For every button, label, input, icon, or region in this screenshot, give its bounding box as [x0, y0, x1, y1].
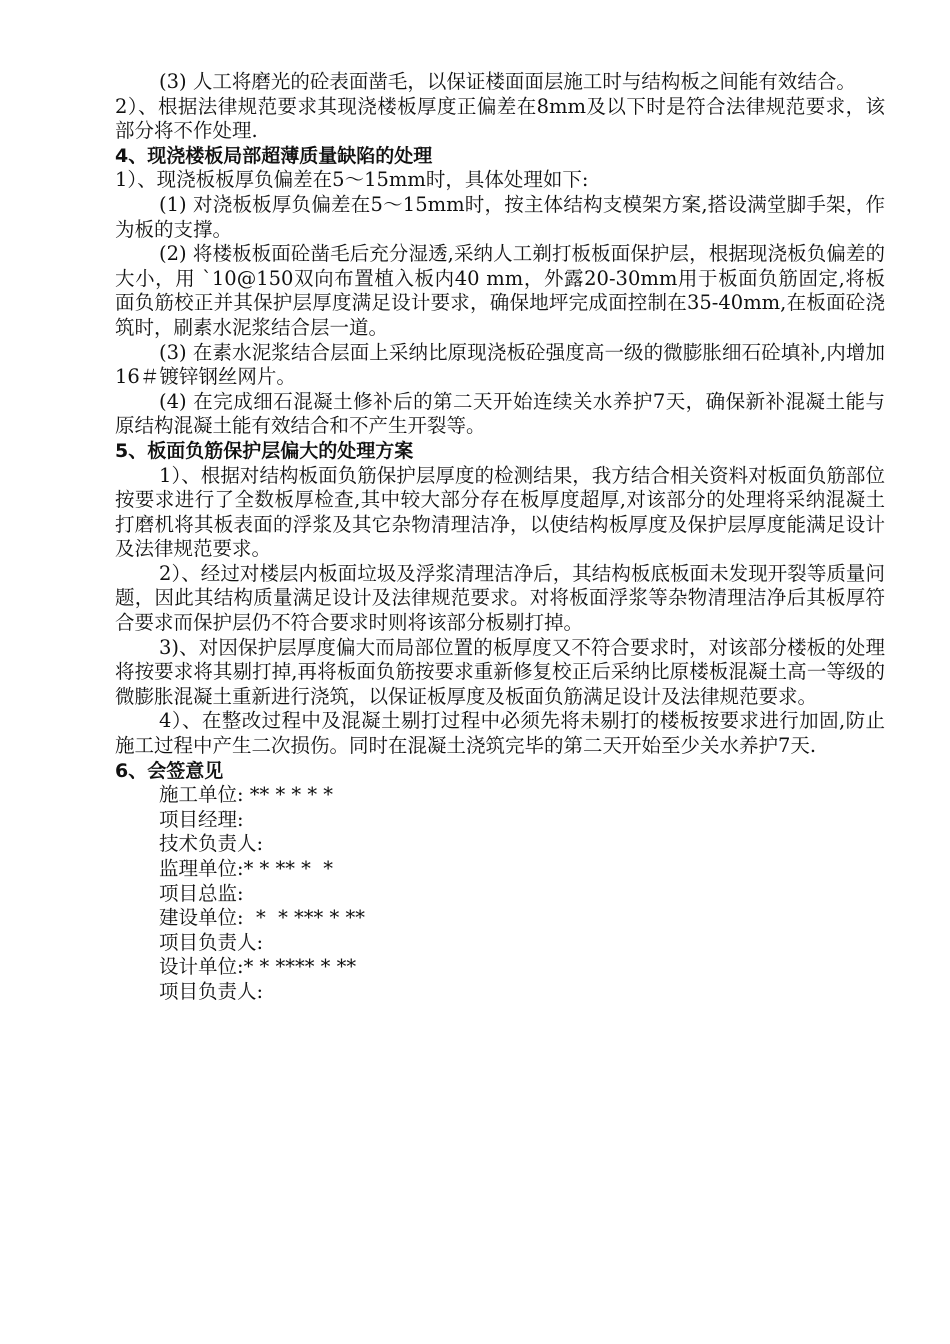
section-4-item-2: (2) 将楼板板面砼凿毛后充分湿透,采纳人工剃打板板面保护层，根据现浇板负偏差的大小，用 `10@150双向布置植入板内40 mm，外露20-30mm用于板面负筋固定,将板面负筋校正并其保护层厚度满足设计要求，确保地坪完成面控制在35-40mm,在板面砼浇筑时，刷素水泥浆结合层一道。 — [115, 242, 885, 339]
heading-section-6: 6、会签意见 — [115, 759, 224, 782]
heading-section-4: 4、现浇楼板局部超薄质量缺陷的处理 — [115, 144, 433, 167]
section-4-item-4: (4) 在完成细石混凝土修补后的第二天开始连续关水养护7天，确保新补混凝土能与原结构混凝土能有效结合和不产生开裂等。 — [115, 389, 885, 438]
signature-design-unit: 设计单位:* * **** * ** — [159, 955, 357, 979]
signature-project-manager: 项目经理: — [159, 807, 244, 831]
section-5-item-1: 1）、根据对结构板面负筋保护层厚度的检测结果，我方结合相关资料对板面负筋部位按要求进行了全数板厚检查,其中较大部分存在板厚度超厚,对该部分的处理将采纳混凝土打磨机将其板表面的浮浆及其它杂物清理洁净，以使结构板厚度及保护层厚度能满足设计及法律规范要求。 — [115, 463, 885, 561]
section-4-intro: 1）、现浇板板厚负偏差在5～15mm时，具体处理如下: — [115, 168, 589, 192]
paragraph-2-positive-deviation: 2）、根据法律规范要求其现浇楼板厚度正偏差在8mm及以下时是符合法律规范要求，该部分将不作处理. — [115, 94, 885, 143]
signature-owner-project-lead: 项目负责人: — [159, 930, 264, 954]
signature-construction-unit: 施工单位: ** * * * * — [159, 783, 334, 807]
section-5-item-4: 4）、在整改过程中及混凝土剔打过程中必须先将未剔打的楼板按要求进行加固,防止施工过程中产生二次损伤。同时在混凝土浇筑完毕的第二天开始至少关水养护7天. — [115, 709, 885, 758]
paragraph-3-polish: (3) 人工将磨光的砼表面凿毛，以保证楼面面层施工时与结构板之间能有效结合。 — [159, 70, 856, 93]
section-4-item-3: (3) 在素水泥浆结合层面上采纳比原现浇板砼强度高一级的微膨胀细石砼填补,内增加16＃镀锌钢丝网片。 — [115, 340, 885, 389]
signature-chief-supervisor: 项目总监: — [159, 881, 244, 905]
signature-owner-unit: 建设单位: * * *** * ** — [159, 906, 365, 930]
section-4-item-1: (1) 对浇板板厚负偏差在5～15mm时，按主体结构支模架方案,搭设满堂脚手架，作为板的支撑。 — [115, 192, 885, 241]
document-page — [115, 70, 885, 1005]
section-5-item-3: 3)、对因保护层厚度偏大而局部位置的板厚度又不符合要求时，对该部分楼板的处理将按要求将其剔打掉,再将板面负筋按要求重新修复校正后采纳比原楼板混凝土高一等级的微膨胀混凝土重新进行浇筑，以保证板厚度及板面负筋满足设计及法律规范要求。 — [115, 635, 885, 708]
heading-section-5: 5、板面负筋保护层偏大的处理方案 — [115, 439, 414, 462]
signature-supervision-unit: 监理单位:* * ** * * — [159, 857, 334, 880]
section-5-item-2: 2）、经过对楼层内板面垃圾及浮浆清理洁净后，其结构板底板面未发现开裂等质量问题，因此其结构质量满足设计及法律规范要求。对将板面浮浆等杂物清理洁净后其板厚符合要求而保护层仍不符合要求时则将该部分板剔打掉。 — [115, 561, 885, 635]
signature-list — [115, 783, 885, 1004]
signature-design-project-lead: 项目负责人: — [159, 979, 264, 1003]
signature-technical-lead: 技术负责人: — [159, 832, 264, 856]
